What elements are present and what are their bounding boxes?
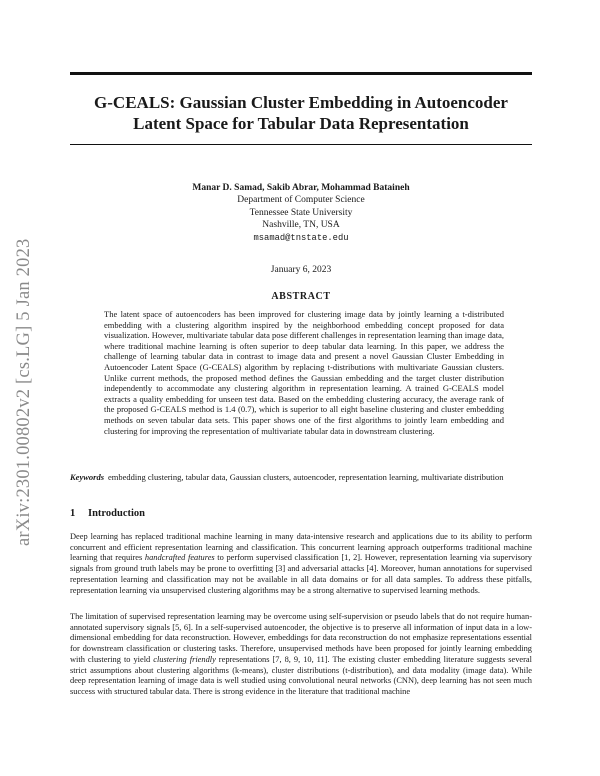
paragraph-text: The limitation of supervised representation learning may be overcome using self-supervision or pseudo labels that do not require human-annotated supervisory signals [5, 6]. In a self-supervised autoencoder, the objective is to preserve all information of input data in a low-dimensional embedding for data reconstruction. However, embeddings for data reconstruction do not emphasize representations essential for downstream classification or clustering tasks. Therefore, unsupervised methods have been proposed for jointly learning embedding with clustering to yield: [70, 612, 532, 664]
section-number: 1: [70, 508, 76, 519]
paper-title-line-1: G-CEALS: Gaussian Cluster Embedding in Autoencoder: [94, 93, 508, 112]
paper-title: [70, 92, 532, 134]
emphasized-term: handcrafted features: [144, 553, 215, 563]
keywords-text: embedding clustering, tabular data, Gaussian clusters, autoencoder, representation learning, multivariate distribution: [108, 472, 504, 482]
title-top-rule: [70, 72, 532, 75]
arxiv-identifier: arXiv:2301.00802v2 [cs.LG] 5 Jan 2023: [14, 238, 34, 546]
title-bottom-rule: [70, 144, 532, 145]
author-email: msamad@tnstate.edu: [253, 232, 349, 243]
paragraph-text: representations [7, 8, 9, 10, 11]. The existing cluster embedding literature suggests several strict assumptions about clustering algorithms (k-means), cluster distributions (t-distribution), and data modality (image data). While deep representation learning of image data is well studied using convolutional neural networks (CNN), deep learning has not seen much success with structured tabular data. There is strong evidence in the literature that traditional machine: [70, 654, 532, 696]
paragraph-text: to perform supervised classification [1, 2]. However, representation learning via supervisory signals from ground truth labels may be prone to overfitting [3] and adversarial attacks [4]. Moreover, human annotations for supervised representation learning and classification may not be available in all data domains or for all data samples. To address these pitfalls, representation learning via unsupervised clustering algorithms may be a strong alternative to supervised learning methods.: [70, 553, 532, 595]
abstract-heading: ABSTRACT: [271, 291, 331, 302]
section-title: Introduction: [88, 508, 145, 519]
abstract-text: The latent space of autoencoders has been improved for clustering image data by jointly learning a t-distributed embedding with a clustering algorithm inspired by the neighborhood embedding concept proposed for data visualization. However, multivariate tabular data pose different challenges in representation learning than image data, where traditional machine learning is often superior to deep tabular data learning. In this paper, we address the challenge of learning tabular data in contrast to image data and present a novel Gaussian Cluster Embedding in Autoencoder Latent Space (G-CEALS) algorithm by replacing t-distributions with multivariate Gaussian clusters. Unlike current methods, the proposed method defines the Gaussian embedding and the target cluster distribution independently to accommodate any clustering algorithm in representation learning. A trained G-CEALS model extracts a quality embedding for unseen test data. Based on the embedding clustering accuracy, the average rank of the proposed G-CEALS method is 1.4 (0.7), which is superior to all eight baseline clustering and cluster embedding methods on seven tabular data sets. This paper shows one of the first algorithms to jointly learn embedding and clustering for improving the representation of multivariate tabular data in downstream clustering.: [104, 309, 504, 436]
author-department: Department of Computer Science: [237, 195, 365, 206]
author-block: [70, 182, 532, 244]
emphasized-term: clustering friendly: [153, 654, 216, 664]
author-university: Tennessee State University: [249, 207, 353, 218]
author-names: Manar D. Samad, Sakib Abrar, Mohammad Bataineh: [192, 183, 410, 193]
paragraph-text: Deep learning has replaced traditional machine learning in many data-intensive research and applications due to its ability to perform concurrent and efficient representation learning and classification. This concurrent learning approach outperforms traditional machine learning that requires: [70, 532, 532, 563]
intro-paragraph-2: [70, 612, 532, 698]
author-location: Nashville, TN, USA: [262, 220, 340, 231]
paper-date: January 6, 2023: [270, 265, 332, 275]
keywords-label: Keywords: [70, 472, 104, 482]
paper-title-line-2: Latent Space for Tabular Data Representation: [133, 114, 469, 133]
intro-paragraph-1: [70, 532, 532, 596]
keywords: [70, 472, 532, 483]
section-heading: [70, 508, 532, 519]
